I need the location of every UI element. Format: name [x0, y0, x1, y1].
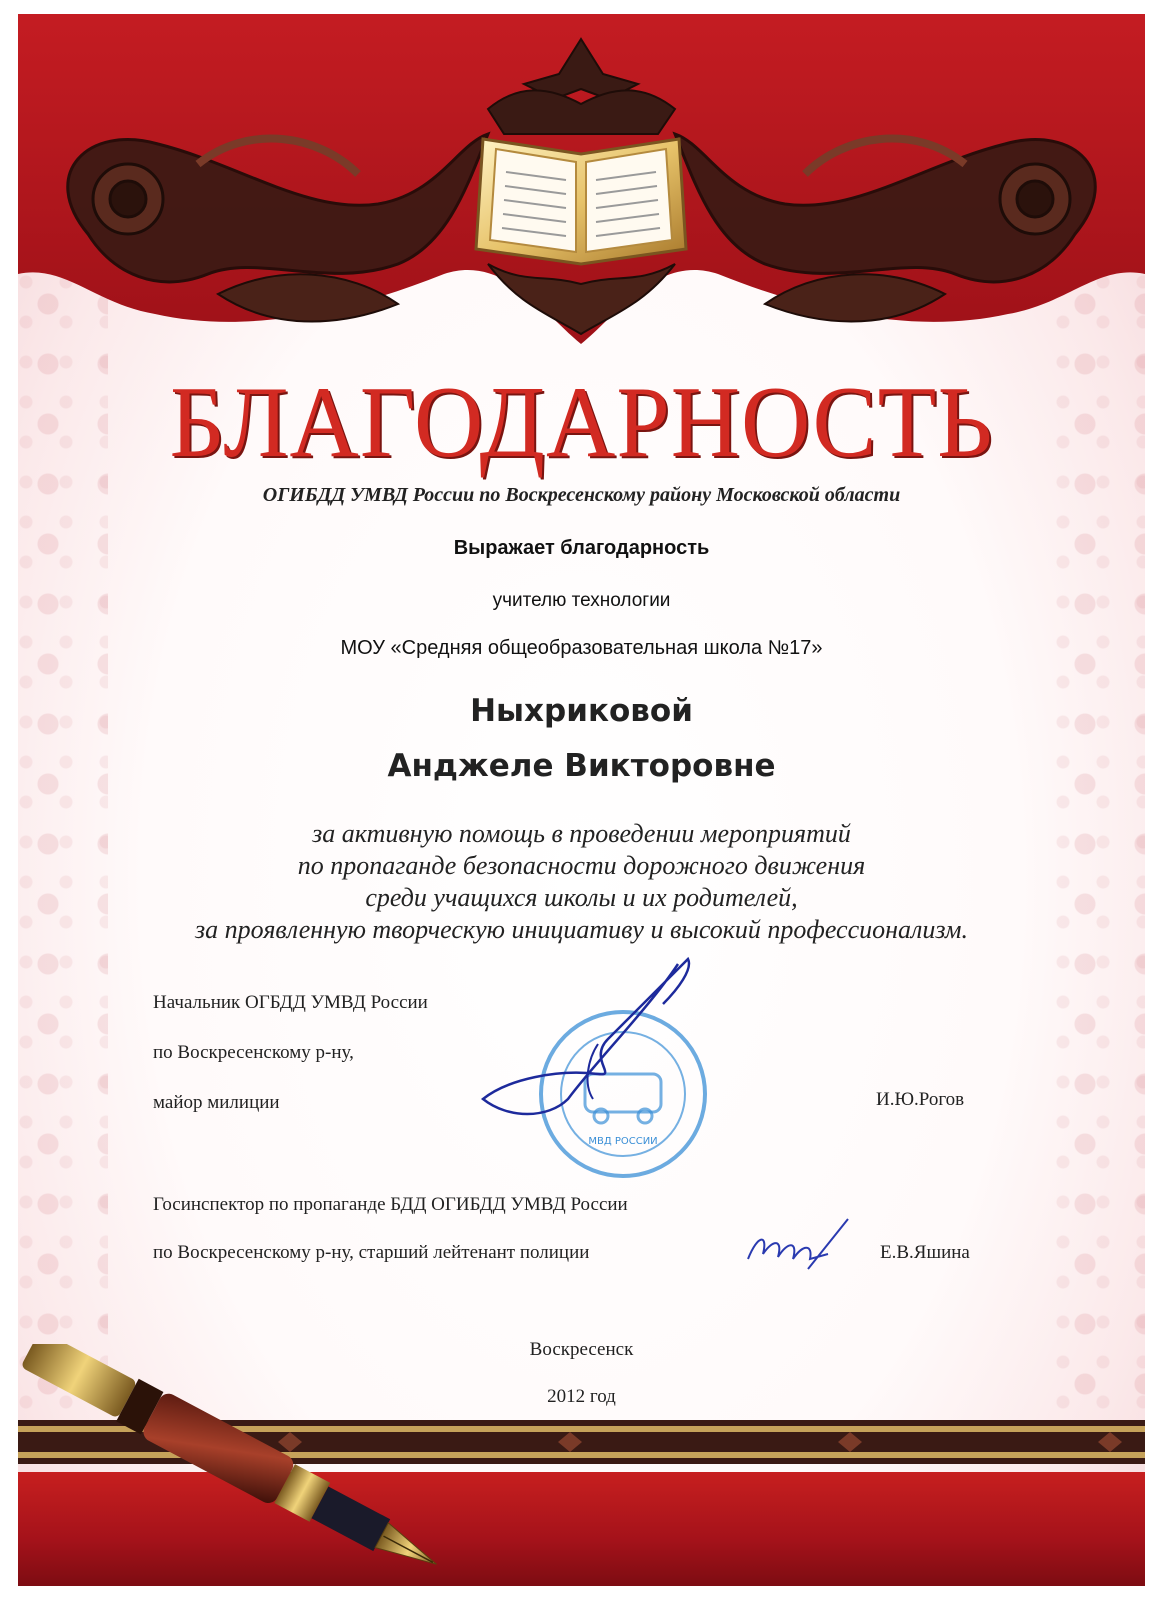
signatory1-title-line3: майор милиции [153, 1092, 280, 1113]
signatory2-name: Е.В.Яшина [880, 1242, 970, 1263]
signatory1-title-line2: по Воскресенскому р-ну, [153, 1042, 354, 1063]
signature-yashina [738, 1209, 868, 1284]
certificate-title: БЛАГОДАРНОСТЬ [169, 364, 994, 479]
year: 2012 год [547, 1386, 616, 1407]
stamp-label: МВД РОССИИ [588, 1136, 658, 1147]
reason-line: за проявленную творческую инициативу и высокий профессионализм. [195, 915, 968, 944]
recipient-school: МОУ «Средняя общеобразовательная школа №17» [340, 637, 823, 659]
signatory2-title-line1: Госинспектор по пропаганде БДД ОГИБДД УМВД России [153, 1194, 628, 1215]
recipient-position: учителю технологии [492, 590, 671, 611]
signatory2-title-line2: по Воскресенскому р-ну, старший лейтенант полиции [153, 1242, 590, 1263]
expresses-gratitude: Выражает благодарность [453, 537, 710, 559]
recipient-surname: Ныхриковой [470, 693, 693, 729]
signatory1-name: И.Ю.Рогов [876, 1089, 965, 1110]
city: Воскресенск [529, 1339, 634, 1360]
reason-line: за активную помощь в проведении мероприятий [312, 819, 851, 848]
certificate-sheet [18, 14, 1145, 1586]
reason-text [18, 818, 1145, 946]
signature-rogov [448, 949, 728, 1124]
reason-line: по пропаганде безопасности дорожного движения [297, 851, 866, 880]
recipient-name: Анджеле Викторовне [387, 748, 776, 784]
fountain-pen-icon [18, 1344, 478, 1586]
issuing-organization: ОГИБДД УМВД России по Воскресенскому району Московской области [262, 484, 901, 506]
header-ornament [18, 14, 1145, 414]
reason-line: среди учащихся школы и их родителей, [365, 883, 798, 912]
book-icon [476, 139, 686, 264]
signatory1-title-line1: Начальник ОГБДД УМВД России [153, 992, 428, 1013]
